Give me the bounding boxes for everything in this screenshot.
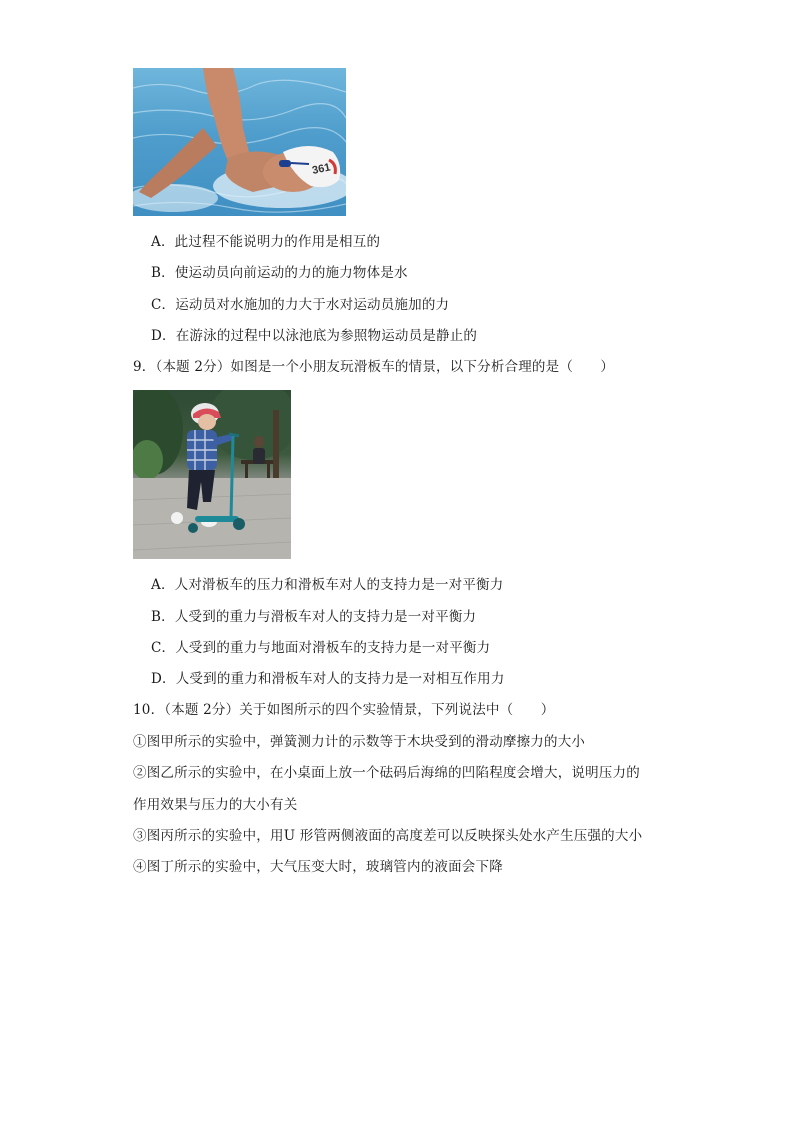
q10-statement-2-cont: 作用效果与压力的大小有关 (133, 797, 298, 813)
swimmer-photo (133, 68, 346, 216)
q9-option-b: B．人受到的重力与滑板车对人的支持力是一对平衡力 (151, 609, 477, 625)
q8-option-b: B．使运动员向前运动的力的施力物体是水 (151, 265, 408, 281)
q9-option-c: C．人受到的重力与地面对滑板车的支持力是一对平衡力 (151, 640, 491, 656)
q8-option-c: C．运动员对水施加的力大于水对运动员施加的力 (151, 297, 450, 313)
q9-stem: 9．（本题 2分）如图是一个小朋友玩滑板车的情景，以下分析合理的是（ ） (133, 359, 615, 375)
q9-option-a: A．人对滑板车的压力和滑板车对人的支持力是一对平衡力 (151, 577, 504, 593)
scooter-photo (133, 390, 291, 559)
q10-statement-3: ③图丙所示的实验中，用U 形管两侧液面的高度差可以反映探头处水产生压强的大小 (133, 828, 643, 844)
q10-stem: 10．（本题 2分）关于如图所示的四个实验情景，下列说法中（ ） (133, 702, 555, 718)
scooter-illustration (133, 390, 291, 559)
q8-option-a: A．此过程不能说明力的作用是相互的 (151, 234, 381, 250)
q10-statement-4: ④图丁所示的实验中，大气压变大时，玻璃管内的液面会下降 (133, 859, 503, 875)
q9-option-d: D．人受到的重力和滑板车对人的支持力是一对相互作用力 (151, 671, 505, 687)
swimmer-illustration (133, 68, 346, 216)
q8-option-d: D．在游泳的过程中以泳池底为参照物运动员是静止的 (151, 328, 478, 344)
q10-statement-2: ②图乙所示的实验中，在小桌面上放一个砝码后海绵的凹陷程度会增大，说明压力的 (133, 765, 640, 781)
q10-statement-1: ①图甲所示的实验中，弹簧测力计的示数等于木块受到的滑动摩擦力的大小 (133, 734, 586, 750)
cap-logo-text: 361 (311, 161, 332, 177)
